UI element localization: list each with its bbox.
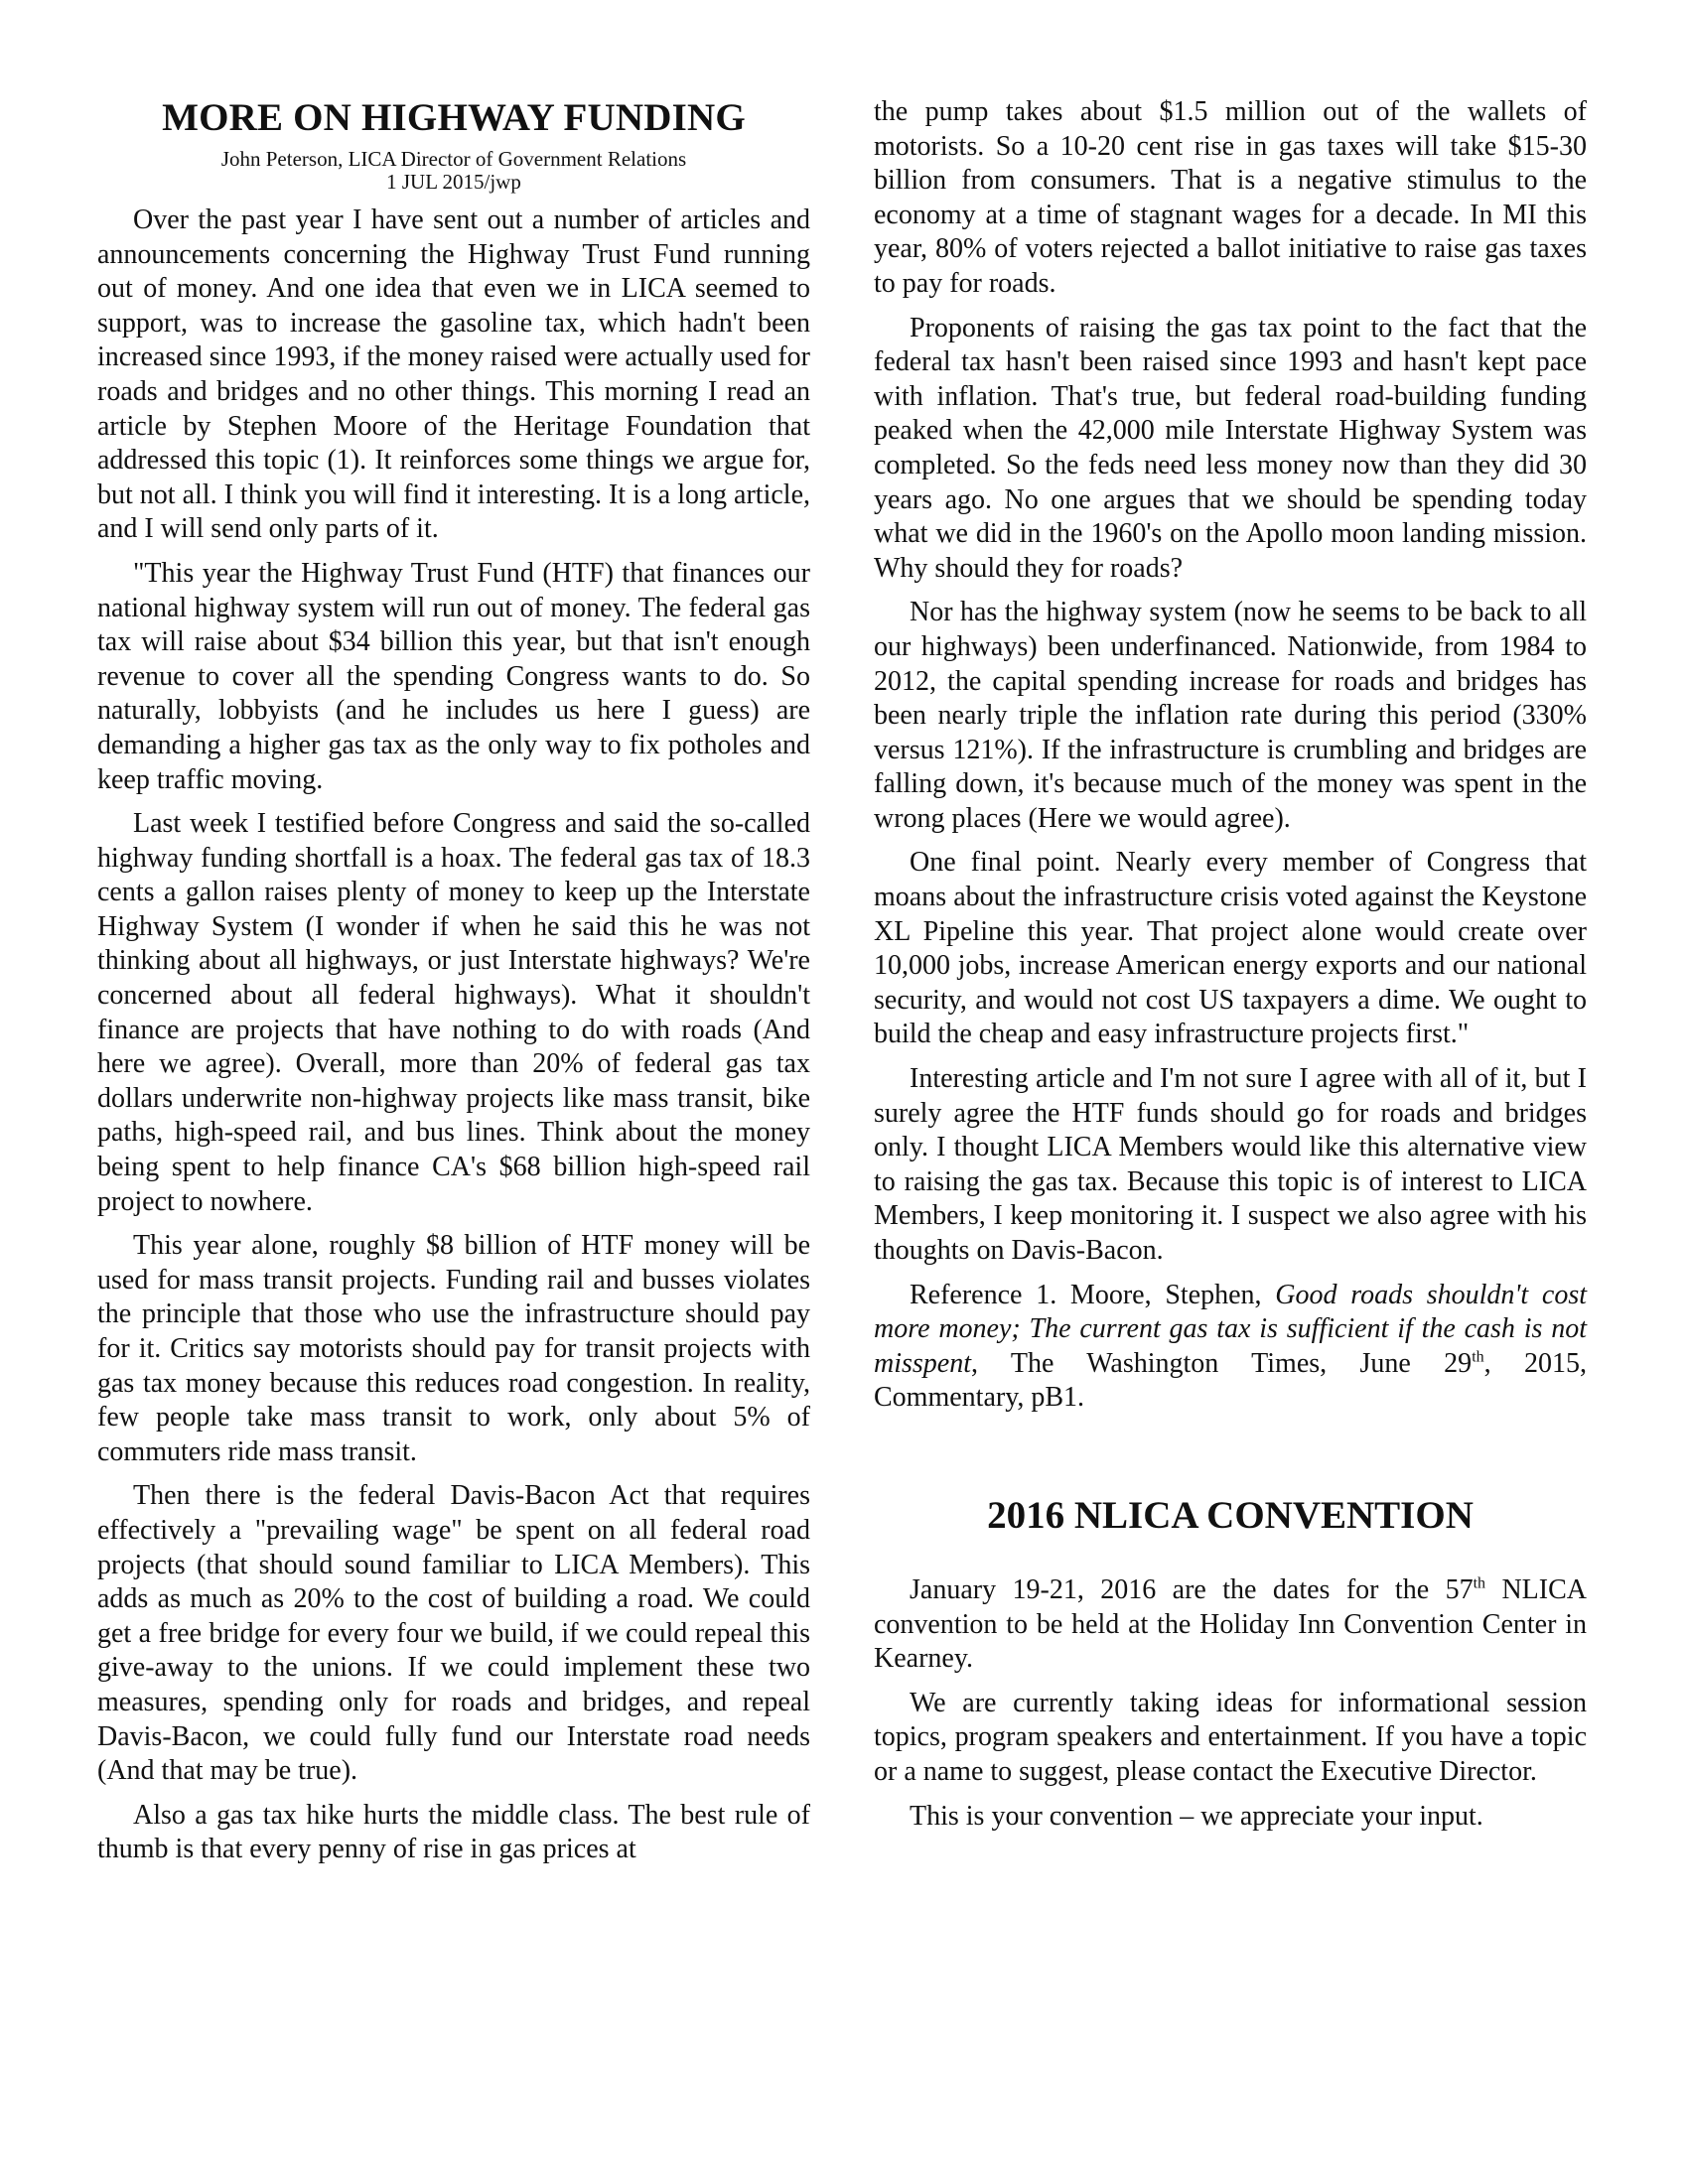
reference-citation — [874, 1279, 1587, 1416]
article-title: MORE ON HIGHWAY FUNDING — [162, 96, 746, 139]
reference-tail: , 2015, Commentary, pB1. — [874, 1347, 1587, 1414]
reference-title: Good roads shouldn't cost more money; The current gas tax is sufficient if the cash is not misspent — [874, 1279, 1587, 1379]
left-column — [97, 95, 810, 1867]
paragraph: Nor has the highway system (now he seems to be back to all our highways) been underfinanced. Nationwide, from 1984 to 2012, the capital spending increase for roads and bridges has been nearly triple the inflation rate during this period (330% versus 121%). If the infrastructure is crumbling and bridges are falling down, it's because much of the money was spent in the wrong places (Here we would agree). — [874, 597, 1587, 834]
paragraph: Over the past year I have sent out a number of articles and announcements concerning the Highway Trust Fund running out of money. And one idea that even we in LICA seemed to support, was to increase the gasoline tax, which hadn't been increased since 1993, if the money raised were actually used for roads and bridges and no other things. This morning I read an article by Stephen Moore of the Heritage Foundation that addressed this topic (1). It reinforces some things we argue for, but not all. I think you will find it interesting. It is a long article, and I will send only parts of it. — [97, 205, 810, 545]
reference-lead: Reference 1. Moore, Stephen, — [910, 1279, 1276, 1310]
paragraph-continuation: the pump takes about $1.5 million out of the wallets of motorists. So a 10-20 cent rise in gas taxes will take $15-30 billion from consumers. That is a negative stimulus to the economy at a time of stagnant wages for a decade. In MI this year, 80% of voters rejected a ballot initiative to raise gas taxes to pay for roads. — [874, 96, 1587, 299]
paragraph: This year alone, roughly $8 billion of HTF money will be used for mass transit projects. Funding rail and busses violates the principle that those who use the infrastructure should pay for it. Critics say motorists should pay for transit projects with gas tax money because this reduces road congestion. In reality, few people take mass transit to work, only about 5% of commuters ride mass transit. — [97, 1230, 810, 1467]
reference-sup: th — [1472, 1348, 1484, 1366]
paragraph — [874, 1573, 1587, 1677]
byline-author: John Peterson, LICA Director of Government Relations — [220, 147, 687, 171]
section-title: 2016 NLICA CONVENTION — [987, 1493, 1474, 1537]
paragraph: This is your convention – we appreciate your input. — [910, 1800, 1483, 1832]
reference-publisher: , The Washington Times, June 29 — [971, 1347, 1473, 1379]
right-column — [874, 95, 1587, 1834]
byline-date: 1 JUL 2015/jwp — [386, 170, 521, 194]
paragraph: Interesting article and I'm not sure I agree with all of it, but I surely agree the HTF funds should go for roads and bridges only. I thought LICA Members would like this alternative view to raising the gas tax. Because this topic is of interest to LICA Members, I keep monitoring it. I suspect we also agree with his thoughts on Davis-Bacon. — [874, 1063, 1587, 1266]
paragraph: Proponents of raising the gas tax point to the fact that the federal tax hasn't been raised since 1993 and hasn't kept pace with inflation. That's true, but federal road-building funding peaked when the 42,000 mile Interstate Highway System was completed. So the feds need less money now than they did 30 years ago. No one argues that we should be spending today what we did in the 1960's on the Apollo moon landing mission. Why should they for roads? — [874, 312, 1587, 584]
convention-location: NLICA convention to be held at the Holiday Inn Convention Center in Kearney. — [874, 1573, 1587, 1675]
paragraph: Last week I testified before Congress and said the so-called highway funding shortfall is a hoax. The federal gas tax of 18.3 cents a gallon raises plenty of money to keep up the Interstate Highway System (I wonder if when he said this he was not thinking about all highways, or just Interstate highways? We're concerned about all federal highways). What it shouldn't finance are projects that have nothing to do with roads (And here we agree). Overall, more than 20% of federal gas tax dollars underwrite non-highway projects like mass transit, bike paths, high-speed rail, and bus lines. Think about the money being spent to help finance CA's $68 billion high-speed rail project to nowhere. — [97, 808, 810, 1217]
paragraph: One final point. Nearly every member of Congress that moans about the infrastructure crisis voted against the Keystone XL Pipeline this year. That project alone would create over 10,000 jobs, increase American energy exports and our national security, and would not cost US taxpayers a dime. We ought to build the cheap and easy infrastructure projects first." — [874, 847, 1587, 1050]
convention-dates: January 19-21, 2016 are the dates for the 57 — [910, 1573, 1474, 1605]
paragraph: Also a gas tax hike hurts the middle class. The best rule of thumb is that every penny of rise in gas prices at — [97, 1799, 810, 1865]
convention-sup: th — [1473, 1574, 1486, 1592]
paragraph: "This year the Highway Trust Fund (HTF) that finances our national highway system will run out of money. The federal gas tax will raise about $34 billion this year, but that isn't enough revenue to cover all the spending Congress wants to do. So naturally, lobbyists (and he includes us here I guess) are demanding a higher gas tax as the only way to fix potholes and keep traffic moving. — [97, 557, 810, 795]
paragraph: We are currently taking ideas for informational session topics, program speakers and entertainment. If you have a topic or a name to suggest, please contact the Executive Director. — [874, 1687, 1587, 1787]
paragraph: Then there is the federal Davis-Bacon Act that requires effectively a "prevailing wage" be spent on all federal road projects (that should sound familiar to LICA Members). This adds as much as 20% to the cost of building a road. We could get a free bridge for every four we build, if we could repeal this give-away to the unions. If we could implement these two measures, spending only for roads and bridges, and repeal Davis-Bacon, we could fully fund our Interstate road needs (And that may be true). — [97, 1480, 810, 1787]
